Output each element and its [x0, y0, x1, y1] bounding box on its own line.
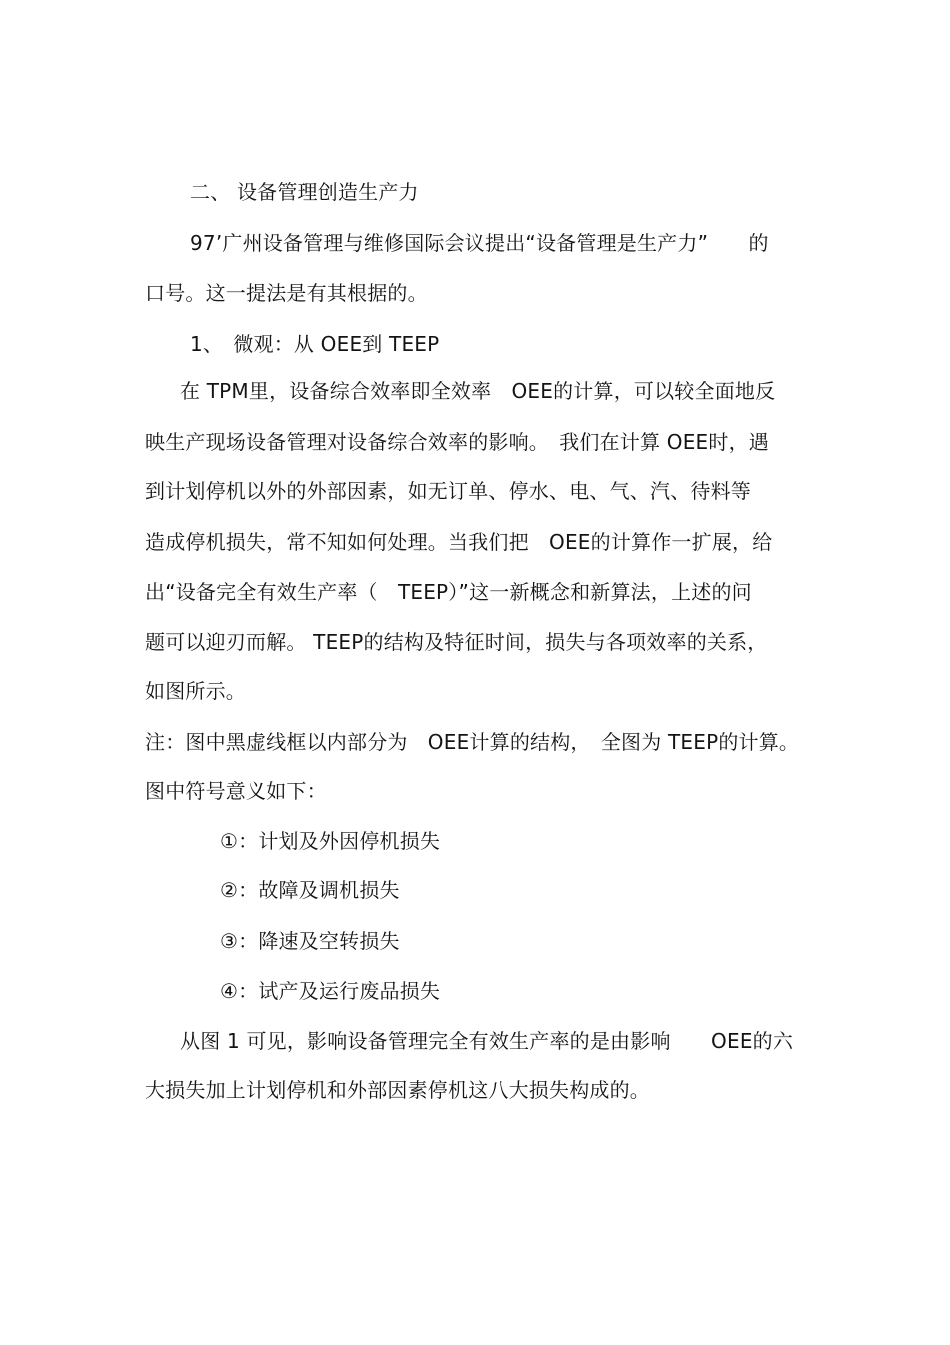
- intro-line-1: 97’广州设备管理与维修国际会议提出“设备管理是生产力” 的: [190, 231, 769, 255]
- symbol-item-3: ③：降速及空转损失: [220, 929, 400, 953]
- body-line-3: 到计划停机以外的外部因素，如无订单、停水、电、气、汽、待料等: [145, 479, 751, 503]
- symbol-item-4: ④：试产及运行废品损失: [220, 979, 441, 1003]
- symbol-item-1: ①：计划及外因停机损失: [220, 829, 441, 853]
- conclusion-line-2: 大损失加上计划停机和外部因素停机这八大损失构成的。: [145, 1078, 650, 1102]
- body-line-2: 映生产现场设备管理对设备综合效率的影响。 我们在计算 OEE时，遇: [145, 430, 769, 454]
- subheading: 1、 微观：从 OEE到 TEEP: [190, 332, 440, 356]
- intro-line-2: 口号。这一提法是有其根据的。: [145, 281, 428, 305]
- note-line-2: 图中符号意义如下：: [145, 779, 327, 803]
- body-line-5: 出“设备完全有效生产率（ TEEP）”这一新概念和新算法，上述的问: [145, 580, 752, 604]
- body-line-7: 如图所示。: [145, 679, 246, 703]
- section-heading: 二、 设备管理创造生产力: [190, 180, 419, 204]
- body-line-4: 造成停机损失，常不知如何处理。当我们把 OEE的计算作一扩展，给: [145, 530, 773, 554]
- note-line-1: 注：图中黑虚线框以内部分为 OEE计算的结构， 全图为 TEEP的计算。: [145, 730, 800, 754]
- conclusion-line-1: 从图 1 可见，影响设备管理完全有效生产率的是由影响 OEE的六: [180, 1029, 794, 1053]
- body-line-1: 在 TPM里，设备综合效率即全效率 OEE的计算，可以较全面地反: [180, 379, 776, 403]
- body-line-6: 题可以迎刃而解。 TEEP的结构及特征时间，损失与各项效率的关系，: [145, 630, 768, 654]
- symbol-item-2: ②：故障及调机损失: [220, 878, 400, 902]
